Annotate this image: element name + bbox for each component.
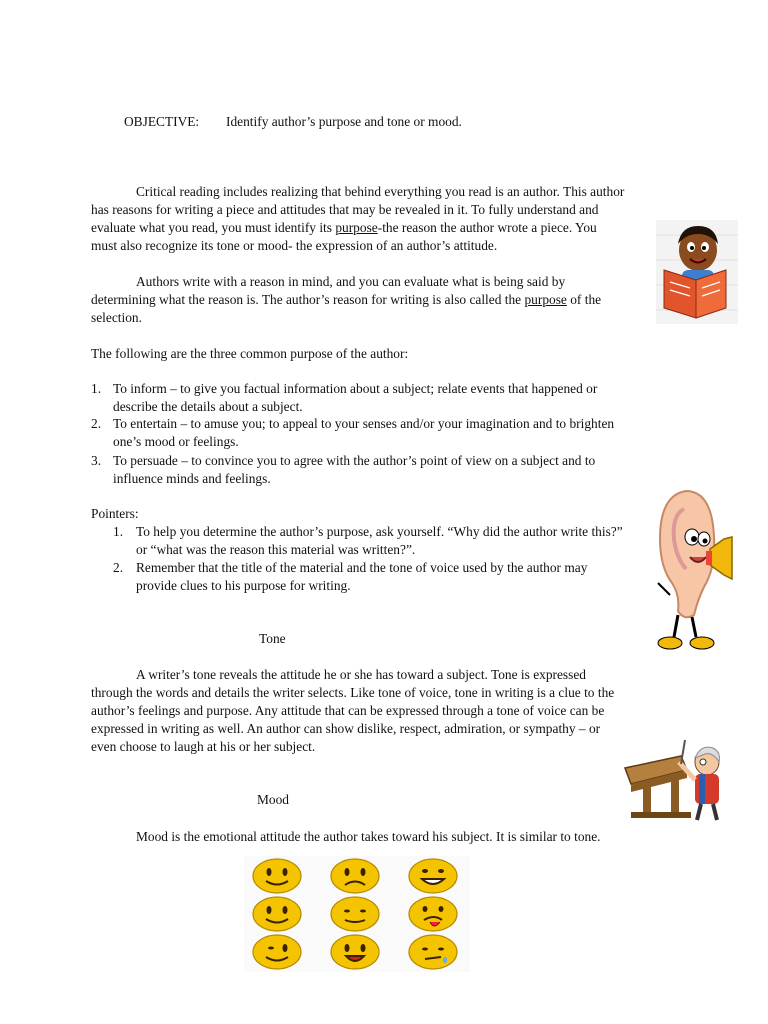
emoji-faces-grid-illustration (244, 856, 470, 972)
tone-line-1: A writer’s tone reveals the attitude he or she has toward a subject. Tone is expressed (136, 667, 586, 682)
pointer-item-1-line-2: or “what was the reason this material was written?”. (136, 542, 416, 557)
intro-line-3: evaluate what you read, you must identify its purpose-the reason the author wrote a piece. You (91, 220, 597, 235)
purpose-item-3-line-2: influence minds and feelings. (113, 471, 271, 486)
ear-with-megaphone-illustration (654, 487, 736, 655)
mood-line-1: Mood is the emotional attitude the author takes toward his subject. It is similar to tone. (136, 829, 601, 844)
tone-line-4: expressed in writing as well. An author can show dislike, respect, admiration, or sympathy – or (91, 721, 601, 736)
following-text: The following are the three common purpose of the author: (91, 346, 409, 361)
authors-line-1: Authors write with a reason in mind, and you can evaluate what is being said by (136, 274, 566, 289)
tone-line-2: through the words and details the writer selects. Like tone of voice, tone in writing is a clue to the (91, 685, 615, 700)
purpose-item-3-line-1: To persuade – to convince you to agree with the author’s point of view on a subject and to (113, 453, 596, 468)
purpose-item-1-line-2: describe the details about a subject. (113, 399, 303, 414)
pointer-item-1-line-1: To help you determine the author’s purpose, ask yourself. “Why did the author write this?” (136, 524, 623, 539)
objective-text: Identify author’s purpose and tone or mood. (226, 114, 462, 129)
old-man-writing-illustration (621, 738, 735, 822)
purpose-number: 1. (91, 381, 102, 396)
pointer-item-2-line-1: Remember that the title of the material and the tone of voice used by the author may (136, 560, 588, 575)
authors-line-3: selection. (91, 310, 142, 325)
pointer-number: 1. (113, 524, 124, 539)
purpose-number: 2. (91, 416, 102, 431)
boy-reading-book-illustration (656, 220, 738, 324)
tone-heading: Tone (259, 631, 286, 646)
tone-line-5: even choose to laugh at his or her subject. (91, 739, 316, 754)
intro-line-1: Critical reading includes realizing that behind everything you read is an author. This author (136, 184, 625, 199)
tone-line-3: author’s feelings and purpose. Any attitude that can be expressed through a tone of voice can be (91, 703, 605, 718)
pointer-item-2-line-2: provide clues to his purpose for writing. (136, 578, 351, 593)
pointer-number: 2. (113, 560, 124, 575)
purpose-item-2-line-2: one’s mood or feelings. (113, 434, 239, 449)
pointers-heading: Pointers: (91, 506, 139, 521)
purpose-number: 3. (91, 453, 102, 468)
mood-heading: Mood (257, 792, 289, 807)
objective-label: OBJECTIVE: (124, 114, 200, 129)
purpose-item-2-line-1: To entertain – to amuse you; to appeal to your senses and/or your imagination and to brighten (113, 416, 615, 431)
intro-line-2: has reasons for writing a piece and attitudes that may be revealed in it. To fully understand and (91, 202, 599, 217)
intro-line-4: must also recognize its tone or mood- the expression of an author’s attitude. (91, 238, 498, 253)
authors-line-2: determining what the reason is. The author’s reason for writing is also called the purpose of the (91, 292, 602, 307)
purpose-item-1-line-1: To inform – to give you factual information about a subject; relate events that happened or (113, 381, 598, 396)
